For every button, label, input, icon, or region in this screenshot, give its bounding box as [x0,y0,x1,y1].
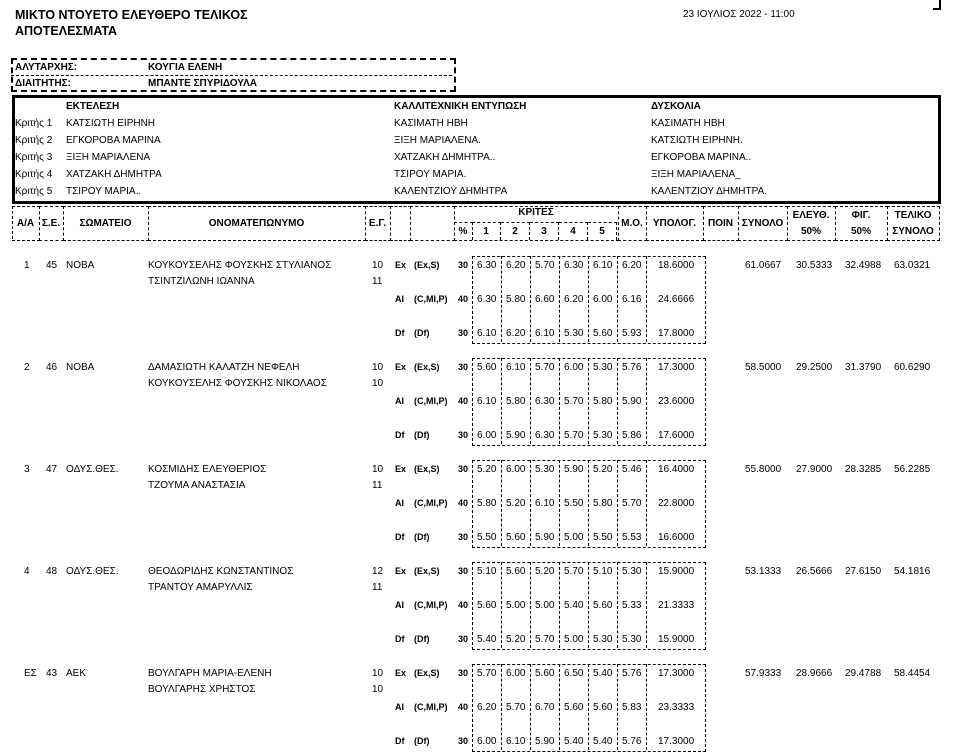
entry-start-number: 45 [46,260,58,271]
page-title: ΜΙΚΤΟ ΝΤΟΥΕΤΟ ΕΛΕΥΘΕΡΟ ΤΕΛΙΚΟΣ [15,8,248,22]
judge-mark: 5.90 [535,532,555,543]
score-box-divider [530,358,531,444]
judge-difficulty: ΚΑΛΕΝΤΖΙΟΥ ΔΗΜΗΤΡΑ. [651,186,768,197]
score-category: (Ex,S) [414,362,440,372]
entry-final: 56.2285 [894,464,931,475]
col-blank-2 [410,206,455,241]
entry-total: 58.5000 [745,362,782,373]
score-percent: 30 [458,464,469,474]
entry-final: 58.4454 [894,668,931,679]
entry-year-1: 10 [372,464,384,475]
entry-final: 60.6290 [894,362,931,373]
score-calculated: 17.3000 [658,736,695,747]
header-left-border [12,206,13,239]
col-judge-num: 1 [472,222,501,240]
judge-label: Κριτής 2 [15,135,53,146]
score-box-divider [617,664,618,750]
judge-execution: ΧΑΤΖΑΚΗ ΔΗΜΗΤΡΑ [66,169,162,180]
col-judge-num: 4 [559,222,588,240]
entry-name-1: ΒΟΥΛΓΑΡΗ ΜΑΡΙΑ-ΕΛΕΝΗ [148,668,272,679]
col-avg: Μ.Ο. [618,206,647,241]
score-box-divider [559,256,560,342]
entry-fig: 32.4988 [845,260,882,271]
judge-mark: 5.70 [564,430,584,441]
judges-col-execution: ΕΚΤΕΛΕΣΗ [66,101,120,112]
col-fig [835,206,888,241]
judge-mark: 5.80 [593,396,613,407]
score-code: AI [395,498,404,508]
col-final-line1: ΤΕΛΙΚΟ [894,209,932,221]
judge-mark: 5.60 [506,566,526,577]
col-calc: ΥΠΟΛΟΓ. [646,206,704,241]
judge-mark: 5.30 [564,328,584,339]
judge-mark: 5.70 [535,362,555,373]
entry-fig: 27.6150 [845,566,882,577]
score-box-divider [588,664,589,750]
entry-rank: 4 [24,566,30,577]
entry-name-2: ΤΡΑΝΤΟΥ ΑΜΑΡΥΛΛΙΣ [148,582,253,593]
col-free [787,206,836,241]
col-rank: Α/Α [12,206,40,241]
score-average: 5.76 [622,736,642,747]
score-category: (Ex,S) [414,668,440,678]
judge-mark: 5.80 [506,294,526,305]
score-code: AI [395,702,404,712]
judge-mark: 5.60 [564,702,584,713]
score-category: (Ex,S) [414,464,440,474]
judge-mark: 5.70 [506,702,526,713]
score-average: 5.90 [622,396,642,407]
judge-mark: 5.40 [593,668,613,679]
judge-mark: 6.30 [535,396,555,407]
col-final [887,206,940,241]
score-average: 5.86 [622,430,642,441]
judge-mark: 5.00 [564,634,584,645]
entry-club: ΝΟΒΑ [66,260,95,271]
score-box-divider [646,256,647,342]
col-fig-line1: ΦΙΓ. [851,209,871,221]
entry-name-2: ΤΖΟΥΜΑ ΑΝΑΣΤΑΣΙΑ [148,480,246,491]
entry-total: 55.8000 [745,464,782,475]
page-subtitle: ΑΠΟΤΕΛΕΣΜΑΤΑ [15,24,118,38]
judge-mark: 5.40 [477,634,497,645]
score-box-divider [588,358,589,444]
score-category: (C,MI,P) [414,498,448,508]
col-club: ΣΩΜΑΤΕΙΟ [63,206,149,241]
score-box-divider [588,460,589,546]
score-box-divider [501,358,502,444]
judge-mark: 5.50 [564,498,584,509]
judge-mark: 5.20 [506,634,526,645]
judge-mark: 6.00 [477,430,497,441]
score-average: 5.83 [622,702,642,713]
entry-club: ΟΔΥΣ.ΘΕΣ. [66,464,119,475]
col-start: Σ.Ε. [39,206,64,241]
score-average: 5.93 [622,328,642,339]
judge-label: Κριτής 1 [15,118,53,129]
judge-mark: 6.30 [477,260,497,271]
entry-name-1: ΚΟΥΚΟΥΣΕΛΗΣ ΦΟΥΣΚΗΣ ΣΤΥΛΙΑΝΟΣ [148,260,332,271]
score-box-divider [617,562,618,648]
score-category: (Df) [414,736,430,746]
col-fig-line2: 50% [850,225,871,237]
event-datetime: 23 ΙΟΥΛΙΟΣ 2022 - 11:00 [683,9,795,20]
score-percent: 30 [458,634,469,644]
score-code: AI [395,294,404,304]
entry-final: 63.0321 [894,260,931,271]
judge-mark: 6.70 [535,702,555,713]
score-box-divider [530,256,531,342]
judge-mark: 6.30 [564,260,584,271]
judge-difficulty: ΚΑΤΣΙΩΤΗ ΕΙΡΗΝΗ. [651,135,743,146]
judges-col-difficulty: ΔΥΣΚΟΛΙΑ [651,101,701,112]
judge-mark: 6.10 [506,736,526,747]
judge-mark: 5.60 [593,702,613,713]
entry-year-1: 10 [372,668,384,679]
entry-start-number: 46 [46,362,58,373]
col-blank-1 [390,206,411,241]
judge-label: Κριτής 5 [15,186,53,197]
score-percent: 30 [458,668,469,678]
score-box-divider [646,358,647,444]
score-calculated: 16.6000 [658,532,695,543]
col-judges-group: ΚΡΙΤΕΣ [454,206,619,241]
score-box-divider [646,664,647,750]
judge-mark: 5.70 [564,566,584,577]
judge-mark: 6.00 [564,362,584,373]
entry-name-2: ΒΟΥΛΓΑΡΗΣ ΧΡΗΣΤΟΣ [148,684,256,695]
score-category: (Df) [414,532,430,542]
entry-free: 30.5333 [796,260,833,271]
judge-mark: 6.20 [564,294,584,305]
score-calculated: 23.3333 [658,702,695,713]
score-percent: 30 [458,430,469,440]
judge-mark: 5.10 [477,566,497,577]
score-calculated: 16.4000 [658,464,695,475]
score-category: (Ex,S) [414,566,440,576]
entry-total: 61.0667 [745,260,782,271]
judge-mark: 5.20 [506,498,526,509]
entry-start-number: 47 [46,464,58,475]
score-box-divider [617,358,618,444]
score-category: (Ex,S) [414,260,440,270]
judge-mark: 5.40 [564,600,584,611]
judge-mark: 6.30 [477,294,497,305]
judge-mark: 5.10 [593,566,613,577]
score-category: (Df) [414,328,430,338]
judge-mark: 5.70 [477,668,497,679]
score-box-divider [646,460,647,546]
score-average: 5.33 [622,600,642,611]
score-average: 5.76 [622,668,642,679]
entry-free: 29.2500 [796,362,833,373]
entry-name-1: ΘΕΟΔΩΡΙΔΗΣ ΚΩΝΣΤΑΝΤΙΝΟΣ [148,566,294,577]
score-percent: 40 [458,702,469,712]
entry-name-2: ΚΟΥΚΟΥΣΕΛΗΣ ΦΟΥΣΚΗΣ ΝΙΚΟΛΑΟΣ [148,378,327,389]
score-box-divider [559,358,560,444]
judge-mark: 5.80 [593,498,613,509]
judge-mark: 6.00 [506,464,526,475]
entry-name-1: ΔΑΜΑΣΙΩΤΗ ΚΑΛΑΤΖΗ ΝΕΦΕΛΗ [148,362,300,373]
judge-label: Κριτής 3 [15,152,53,163]
director-name: ΜΠΑΝΤΕ ΣΠΥΡΙΔΟΥΛΑ [148,78,257,89]
judge-mark: 6.20 [506,260,526,271]
referee-label: ΑΛΥΤΑΡΧΗΣ: [15,62,78,73]
col-total: ΣΥΝΟΛΟ [738,206,788,241]
score-code: Ex [395,362,407,372]
judge-mark: 5.20 [535,566,555,577]
score-calculated: 21.3333 [658,600,695,611]
entry-fig: 29.4788 [845,668,882,679]
col-judge-num: 2 [501,222,530,240]
judge-mark: 5.50 [593,532,613,543]
score-percent: 30 [458,362,469,372]
score-percent: 40 [458,294,469,304]
score-percent: 30 [458,328,469,338]
score-category: (C,MI,P) [414,396,448,406]
judge-mark: 6.10 [477,328,497,339]
score-code: Ex [395,464,407,474]
judge-artistic: ΚΑΛΕΝΤΖΙΟΥ ΔΗΜΗΤΡΑ [394,186,508,197]
judge-mark: 5.60 [477,600,497,611]
score-box-divider [617,460,618,546]
entry-total: 53.1333 [745,566,782,577]
score-box-divider [530,460,531,546]
judge-mark: 5.30 [593,362,613,373]
judge-execution: ΕΓΚΟΡΟΒΑ ΜΑΡΙΝΑ [66,135,161,146]
score-box-divider [501,562,502,648]
score-calculated: 17.3000 [658,362,695,373]
score-average: 6.20 [622,260,642,271]
score-box-divider [559,562,560,648]
score-average: 6.16 [622,294,642,305]
judge-mark: 5.60 [477,362,497,373]
score-percent: 40 [458,396,469,406]
judge-artistic: ΚΑΣΙΜΑΤΗ ΗΒΗ [394,118,468,129]
judge-mark: 5.60 [535,668,555,679]
score-box-divider [530,562,531,648]
score-code: AI [395,396,404,406]
score-percent: 30 [458,532,469,542]
score-average: 5.30 [622,566,642,577]
score-code: Ex [395,566,407,576]
score-category: (C,MI,P) [414,702,448,712]
judge-mark: 6.00 [477,736,497,747]
judge-mark: 5.60 [506,532,526,543]
entry-name-1: ΚΟΣΜΙΔΗΣ ΕΛΕΥΘΕΡΙΟΣ [148,464,267,475]
entry-fig: 28.3285 [845,464,882,475]
judge-mark: 6.10 [593,260,613,271]
judge-artistic: ΧΑΤΖΑΚΗ ΔΗΜΗΤΡΑ.. [394,152,496,163]
col-final-line2: ΣΥΝΟΛΟ [892,225,934,237]
score-code: Df [395,634,405,644]
score-percent: 30 [458,736,469,746]
judge-mark: 5.60 [593,600,613,611]
judge-mark: 5.40 [564,736,584,747]
judge-mark: 5.30 [593,430,613,441]
entry-club: ΑΕΚ [66,668,87,679]
judge-label: Κριτής 4 [15,169,53,180]
header-border-corner [933,8,941,10]
entry-total: 57.9333 [745,668,782,679]
score-percent: 40 [458,600,469,610]
score-average: 5.30 [622,634,642,645]
entry-year-2: 10 [372,378,384,389]
entry-start-number: 48 [46,566,58,577]
judge-mark: 5.00 [564,532,584,543]
judge-mark: 6.10 [535,498,555,509]
score-box-divider [501,664,502,750]
score-category: (C,MI,P) [414,600,448,610]
score-box-divider [501,460,502,546]
score-box-divider [617,256,618,342]
score-box-divider [588,562,589,648]
score-box-divider [530,664,531,750]
judge-mark: 6.00 [593,294,613,305]
judge-mark: 5.90 [564,464,584,475]
score-code: Ex [395,260,407,270]
score-box-divider [588,256,589,342]
judge-mark: 5.00 [535,600,555,611]
judge-mark: 5.70 [535,634,555,645]
score-calculated: 18.6000 [658,260,695,271]
score-code: AI [395,600,404,610]
judge-execution: ΞΙΞΗ ΜΑΡΙΑΛΕΝΑ [66,152,151,163]
col-pct: % [454,222,473,240]
score-code: Ex [395,668,407,678]
judge-mark: 5.00 [506,600,526,611]
score-calculated: 22.8000 [658,498,695,509]
director-label: ΔΙΑΙΤΗΤΗΣ: [15,78,71,89]
judge-mark: 5.70 [535,260,555,271]
judge-difficulty: ΞΙΞΗ ΜΑΡΙΑΛΕΝΑ_ [651,169,741,180]
entry-fig: 31.3790 [845,362,882,373]
judge-mark: 6.20 [477,702,497,713]
entry-final: 54.1816 [894,566,931,577]
judge-mark: 6.50 [564,668,584,679]
judge-mark: 5.60 [593,328,613,339]
score-percent: 30 [458,566,469,576]
col-judge-num: 3 [530,222,559,240]
score-category: (C,MI,P) [414,294,448,304]
entry-year-1: 12 [372,566,384,577]
judge-mark: 5.40 [593,736,613,747]
col-year: Ε.Γ. [365,206,391,241]
judges-col-artistic: ΚΑΛΛΙΤΕΧΝΙΚΗ ΕΝΤΥΠΩΣΗ [394,101,527,112]
judge-artistic: ΞΙΞΗ ΜΑΡΙΑΛΕΝΑ. [394,135,481,146]
entry-year-2: 10 [372,684,384,695]
judge-mark: 6.30 [535,430,555,441]
judge-mark: 5.70 [564,396,584,407]
score-box-divider [646,562,647,648]
col-free-line2: 50% [800,225,821,237]
judge-artistic: ΤΣΙΡΟΥ ΜΑΡΙΑ. [394,169,467,180]
col-judge-num: 5 [588,222,617,240]
entry-year-1: 10 [372,260,384,271]
judge-mark: 6.10 [506,362,526,373]
col-free-line1: ΕΛΕΥΘ. [792,209,830,221]
col-penalty: ΠΟΙΝ [703,206,739,241]
score-code: Df [395,736,405,746]
referee-name: ΚΟΥΓΙΑ ΕΛΕΝΗ [148,62,223,73]
judge-mark: 6.10 [535,328,555,339]
score-calculated: 15.9000 [658,634,695,645]
entry-free: 26.5666 [796,566,833,577]
judge-mark: 5.80 [477,498,497,509]
score-percent: 30 [458,260,469,270]
score-box-divider [501,256,502,342]
score-box-divider [559,664,560,750]
score-calculated: 24.6666 [658,294,695,305]
score-average: 5.46 [622,464,642,475]
score-calculated: 23.6000 [658,396,695,407]
entry-year-2: 11 [372,276,383,287]
score-percent: 40 [458,498,469,508]
entry-club: ΟΔΥΣ.ΘΕΣ. [66,566,119,577]
judge-mark: 5.90 [535,736,555,747]
entry-year-2: 11 [372,480,383,491]
entry-year-2: 11 [372,582,383,593]
score-code: Df [395,532,405,542]
judge-mark: 6.10 [477,396,497,407]
score-average: 5.53 [622,532,642,543]
entry-rank: ΕΣ [24,668,37,679]
officials-divider [11,75,452,76]
judge-mark: 5.30 [535,464,555,475]
judge-execution: ΚΑΤΣΙΩΤΗ ΕΙΡΗΝΗ [66,118,156,129]
judge-mark: 5.50 [477,532,497,543]
judge-mark: 6.20 [506,328,526,339]
entry-year-1: 10 [372,362,384,373]
judge-mark: 5.20 [477,464,497,475]
judge-difficulty: ΚΑΣΙΜΑΤΗ ΗΒΗ [651,118,725,129]
score-category: (Df) [414,430,430,440]
entry-start-number: 43 [46,668,58,679]
col-name: ΟΝΟΜΑΤΕΠΩΝΥΜΟ [148,206,366,241]
entry-rank: 2 [24,362,30,373]
judge-mark: 5.20 [593,464,613,475]
entry-free: 28.9666 [796,668,833,679]
entry-club: ΝΟΒΑ [66,362,95,373]
score-category: (Df) [414,634,430,644]
judge-mark: 6.60 [535,294,555,305]
judge-mark: 5.90 [506,430,526,441]
judge-difficulty: ΕΓΚΟΡΟΒΑ ΜΑΡΙΝΑ.. [651,152,752,163]
entry-free: 27.9000 [796,464,833,475]
judge-mark: 6.00 [506,668,526,679]
judge-mark: 5.30 [593,634,613,645]
judge-execution: ΤΣΙΡΟΥ ΜΑΡΙΑ.. [66,186,142,197]
score-calculated: 17.3000 [658,668,695,679]
entry-rank: 1 [24,260,30,271]
score-calculated: 17.6000 [658,430,695,441]
score-calculated: 17.8000 [658,328,695,339]
score-code: Df [395,328,405,338]
score-calculated: 15.9000 [658,566,695,577]
score-code: Df [395,430,405,440]
score-average: 5.76 [622,362,642,373]
entry-rank: 3 [24,464,30,475]
entry-name-2: ΤΣΙΝΤΖΙΛΩΝΗ ΙΩΑΝΝΑ [148,276,255,287]
score-average: 5.70 [622,498,642,509]
score-box-divider [559,460,560,546]
judge-mark: 5.80 [506,396,526,407]
